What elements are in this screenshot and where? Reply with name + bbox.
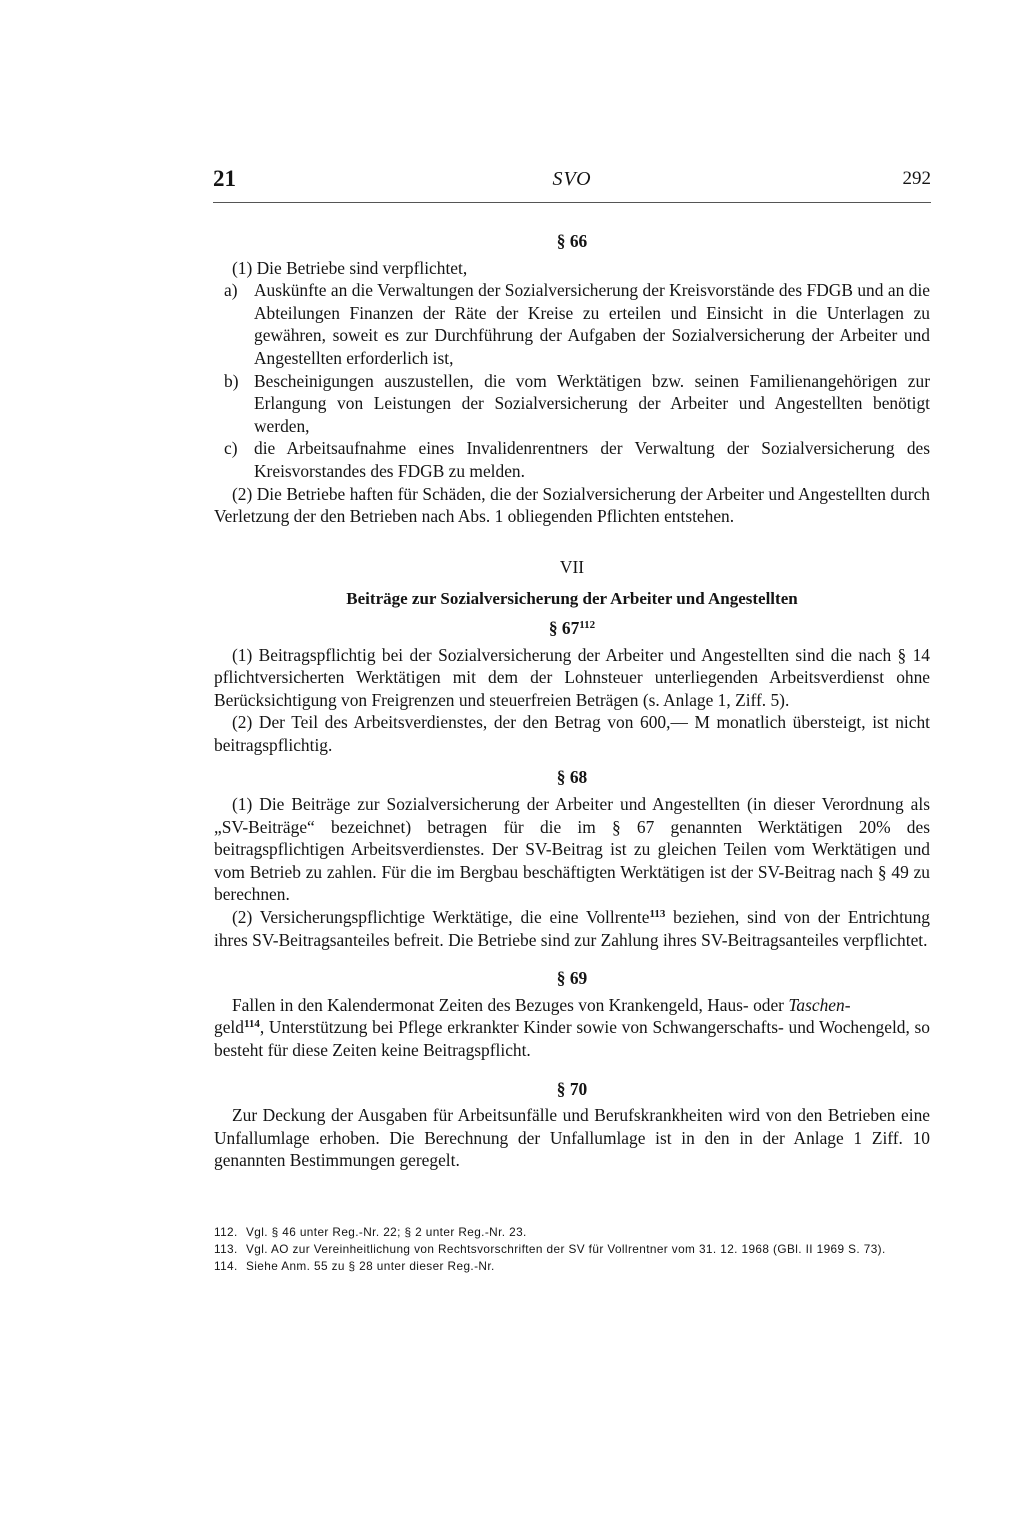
section-68-para-1: (1) Die Beiträge zur Sozialversicherung der Arbeiter und Angestellten (in dieser Verordnung als „SV-Beiträge“ bezeichnet) betragen für die im § 67 genannten Werktätigen 20% des beitragspflichtigen Arbeitsverdienstes. Der SV-Beitrag ist zu gleichen Teilen vom Werktätigen und vom Betrieb zu zahlen. Für die im Bergbau beschäftigten Werktätigen ist der SV-Beitrag nach § 49 zu berechnen.: [214, 794, 930, 905]
item-text: Auskünfte an die Verwaltungen der Sozialversicherung der Kreisvorstände des FDGB und an die Abteilungen Finanzen der Räte der Kreise zu erteilen und Einsicht in die Unterlagen zu gewähren, soweit es zur Durchführung der Aufgaben der Sozialversicherung der Arbeiter und Angestellten erforderlich ist,: [254, 280, 930, 368]
footnote-ref-112: 112: [579, 618, 596, 631]
footnote-item: [214, 1224, 930, 1241]
section-67-heading-text: § 67: [548, 617, 580, 638]
footnotes: [214, 1224, 930, 1275]
section-67-heading: [214, 617, 930, 640]
section-68-heading: § 68: [556, 767, 588, 788]
item-label: c): [224, 438, 238, 459]
item-label: a): [224, 280, 238, 301]
section-68-para-2-part-2: beziehen, sind von der Entrichtung ihres SV-Beitragsanteiles befreit. Die Betriebe sind zur Zahlung ihres SV-Beitragsanteiles verpflichtet.: [214, 907, 930, 950]
section-68-para-2-part-1: (2) Versicherungspflichtige Werktätige, die eine Vollrente: [232, 907, 650, 928]
section-70-para: Zur Deckung der Ausgaben für Arbeitsunfälle und Berufskrankheiten wird von den Betrieben eine Unfallumlage erhoben. Die Berechnung der Unfallumlage ist in den in der Anlage 1 Ziff. 10 genannten Bestimmungen geregelt.: [214, 1105, 930, 1171]
section-69-para: [214, 994, 930, 1062]
footnote-number: 112.: [214, 1225, 238, 1239]
section-66-item-c: [214, 437, 930, 482]
footnote-text: Vgl. AO zur Vereinheitlichung von Rechtsvorschriften der SV für Vollrentner vom 31. 12. 1968 (GBl. II 1969 S. 73).: [246, 1242, 886, 1256]
footnote-number: 114.: [214, 1259, 238, 1273]
footnote-ref-114: 114: [243, 1018, 260, 1031]
section-69-part-3: , Unterstützung bei Pflege erkrankter Kinder sowie von Schwangerschafts- und Wochengeld, so besteht für diese Zeiten keine Beitragspflicht.: [214, 1017, 930, 1060]
item-text: Bescheinigungen auszustellen, die vom Werktätigen bzw. seinen Familienangehörigen zur Erlangung von Leistungen der Sozialversicherung der Arbeiter und Angestellten benötigt werden,: [254, 370, 930, 436]
section-66-heading: § 66: [556, 231, 588, 251]
item-label: b): [224, 370, 239, 391]
chapter-title: Beiträge zur Sozialversicherung der Arbeiter und Angestellten: [346, 589, 798, 609]
register-number: 21: [213, 166, 236, 191]
section-69-italic-word: Taschen-: [788, 994, 851, 1015]
section-69-part-2: geld: [214, 1017, 244, 1038]
item-text: die Arbeitsaufnahme eines Invalidenrentners der Verwaltung der Sozialversicherung des Kreisvorstandes des FDGB zu melden.: [254, 438, 930, 481]
main-text: [214, 224, 930, 1172]
footnote-text: Siehe Anm. 55 zu § 28 unter dieser Reg.-Nr.: [246, 1259, 495, 1273]
section-66-item-b: [214, 370, 930, 438]
footnote-text: Vgl. § 46 unter Reg.-Nr. 22; § 2 unter Reg.-Nr. 23.: [246, 1225, 527, 1239]
section-66-para-2: (2) Die Betriebe haften für Schäden, die der Sozialversicherung der Arbeiter und Angestellten durch Verletzung der den Betrieben nach Abs. 1 obliegenden Pflichten entstehen.: [214, 483, 930, 527]
running-title: SVO: [552, 168, 592, 190]
chapter-number: VII: [559, 556, 585, 577]
section-69-heading: § 69: [556, 968, 588, 989]
section-68-para-2: [214, 906, 930, 951]
section-69-part-1: Fallen in den Kalendermonat Zeiten des Bezuges von Krankengeld, Haus- oder: [232, 994, 789, 1015]
footnote-ref-113: 113: [649, 908, 666, 921]
footnote-number: 113.: [214, 1242, 238, 1256]
section-66-item-a: [214, 279, 930, 369]
footnote-item: [214, 1258, 930, 1275]
section-67-para-2: (2) Der Teil des Arbeitsverdienstes, der den Betrag von 600,— M monatlich übersteigt, ist nicht beitragspflichtig.: [214, 712, 930, 755]
section-67-para-1: (1) Beitragspflichtig bei der Sozialversicherung der Arbeiter und Angestellten sind die nach § 14 pflichtversicherten Werktätigen mit dem der Lohnsteuer unterliegenden Arbeitsverdienst ohne Berücksichtigung von Freigrenzen und steuerfreien Beträgen (s. Anlage 1, Ziff. 5).: [214, 644, 930, 710]
footnote-item: [214, 1241, 930, 1258]
page-header: [213, 166, 931, 203]
page-number: 292: [902, 168, 931, 189]
section-70-heading: § 70: [556, 1078, 588, 1099]
section-66-para-1-intro: (1) Die Betriebe sind verpflichtet,: [232, 257, 468, 278]
